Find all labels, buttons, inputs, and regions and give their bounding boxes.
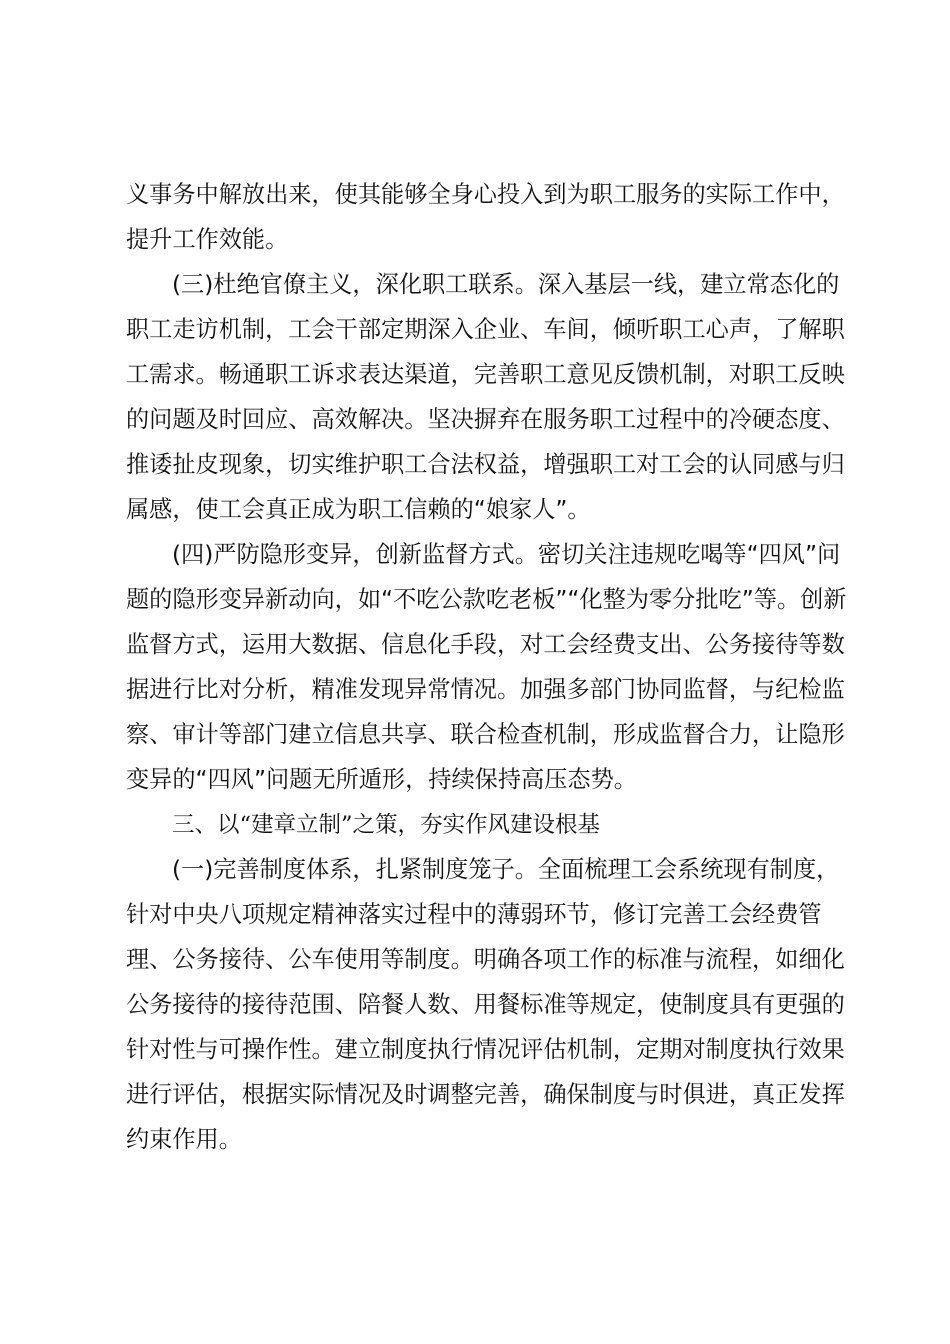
paragraph-4-line-3: 理、公务接待、公车使用等制度。明确各项工作的标准与流程，如细化: [126, 946, 845, 973]
paragraph-2-line-1: (三)杜绝官僚主义，深化职工联系。深入基层一线，建立常态化的: [172, 271, 840, 298]
paragraph-2-line-4: 的问题及时回应、高效解决。坚决摒弃在服务职工过程中的冷硬态度、: [126, 406, 845, 433]
paragraph-3-line-6: 变异的“四风”问题无所遁形，持续保持高压态势。: [126, 766, 637, 793]
paragraph-4-line-1: (一)完善制度体系，扎紧制度笼子。全面梳理工会系统现有制度，: [172, 856, 840, 883]
paragraph-3-line-5: 察、审计等部门建立信息共享、联合检查机制，形成监督合力，让隐形: [126, 721, 845, 748]
paragraph-1-line-2: 提升工作效能。: [126, 226, 289, 253]
section-heading: 三、以“建章立制”之策，夯实作风建设根基: [172, 812, 601, 838]
paragraph-4-line-4: 公务接待的接待范围、陪餐人数、用餐标准等规定，使制度具有更强的: [126, 991, 845, 1018]
paragraph-2-line-2: 职工走访机制，工会干部定期深入企业、车间，倾听职工心声，了解职: [126, 316, 845, 343]
paragraph-1-line-1: 义事务中解放出来，使其能够全身心投入到为职工服务的实际工作中，: [126, 181, 845, 208]
paragraph-4-line-5: 针对性与可操作性。建立制度执行情况评估机制，定期对制度执行效果: [126, 1036, 845, 1063]
paragraph-4-line-2: 针对中央八项规定精神落实过程中的薄弱环节，修订完善工会经费管: [126, 901, 822, 928]
paragraph-4-line-7: 约束作用。: [126, 1126, 242, 1153]
paragraph-3-line-4: 据进行比对分析，精准发现异常情况。加强多部门协同监督，与纪检监: [126, 676, 845, 703]
paragraph-2-line-6: 属感，使工会真正成为职工信赖的“娘家人”。: [126, 496, 591, 523]
paragraph-3-line-3: 监督方式，运用大数据、信息化手段，对工会经费支出、公务接待等数: [126, 631, 845, 658]
paragraph-3-line-2: 题的隐形变异新动向，如“不吃公款吃老板”“化整为零分批吃”等。创新: [126, 586, 847, 613]
paragraph-2-line-3: 工需求。畅通职工诉求表达渠道，完善职工意见反馈机制，对职工反映: [126, 361, 845, 388]
paragraph-3-line-1: (四)严防隐形变异，创新监督方式。密切关注违规吃喝等“四风”问: [172, 541, 841, 568]
paragraph-2-line-5: 推诿扯皮现象，切实维护职工合法权益，增强职工对工会的认同感与归: [126, 451, 845, 478]
paragraph-4-line-6: 进行评估，根据实际情况及时调整完善，确保制度与时俱进，真正发挥: [126, 1081, 845, 1108]
